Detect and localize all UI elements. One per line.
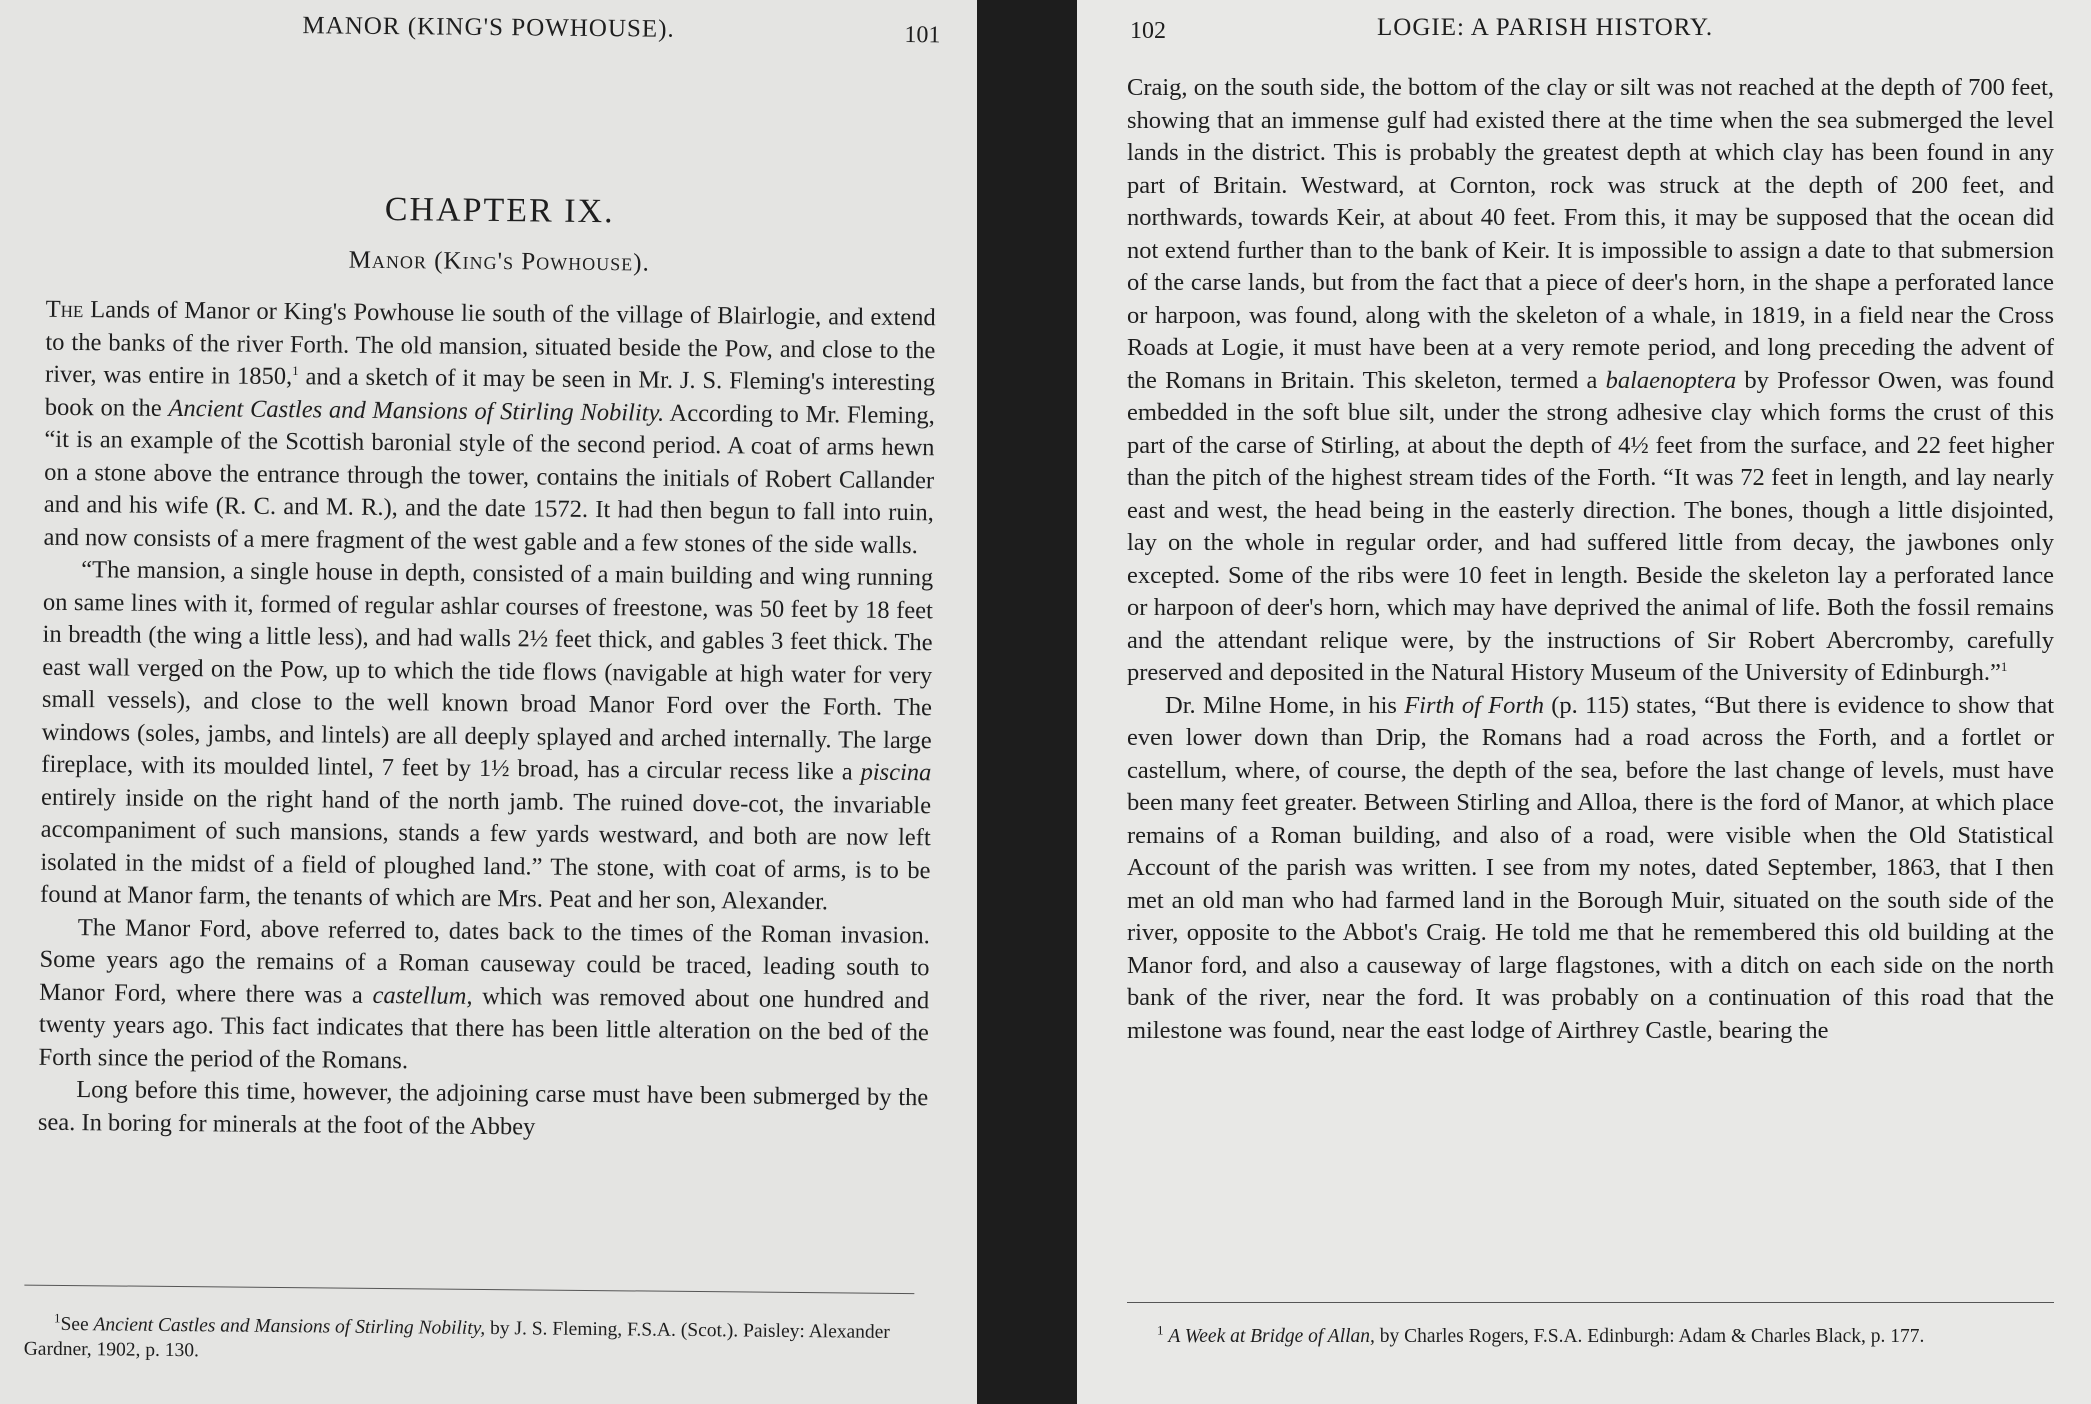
left-page xyxy=(0,0,977,1404)
right-body-text xyxy=(1127,72,2054,1047)
footnote-left: $^1$See Ancient Castles and Mansions of Stirling Nobility, by J. S. Fleming, F.S.A. (Scot.). Paisley: Alexander Gardner, 1902, p. 130. xyxy=(23,1310,890,1362)
footnote-ref: 1 xyxy=(292,362,299,379)
chapter-title: CHAPTER IX. xyxy=(384,190,615,231)
paragraph: The Manor Ford, above referred to, dates back to the times of the Roman invasion. Some years ago the remains of a Roman causeway could be traced, leading south to Manor Ford, where there was a castellum, which was removed about one hundred and twenty years ago. This fact indicates that there has been little alteration on the bed of the Forth since the period of the Romans. xyxy=(38,913,930,1074)
page-number-left: 101 xyxy=(904,21,941,49)
right-page xyxy=(1077,0,2091,1404)
running-head-right: LOGIE: A PARISH HISTORY. xyxy=(1377,14,1714,41)
footnote-right: $^1$ A Week at Bridge of Allan, by Charles Rogers, F.S.A. Edinburgh: Adam & Charles Black, p. 177. xyxy=(1157,1322,1925,1347)
paragraph: Long before this time, however, the adjoining carse must have been submerged by the sea. In boring for minerals at the foot of the Abbey xyxy=(37,1076,929,1140)
chapter-subtitle: Manor (King's Powhouse). xyxy=(348,246,650,277)
paragraph: Dr. Milne Home, in his Firth of Forth (p. 115) states, “But there is evidence to show that even lower down than Drip, the Romans had a road across the Forth, and a fortlet or castellum, where, of course, the depth of the sea, before the last change of levels, must have been many feet greater. Between Stirling and Alloa, there is the ford of Manor, at which place remains of a Roman building, and also of a road, were visible when the Old Statistical Account of the parish was written. I see from my notes, dated September, 1863, that I then met an old man who had farmed land in the Borough Muir, situated on the south side of the river, opposite to the Abbot's Craig. He told me that he remembered this old building at the Manor ford, and also a causeway of large flagstones, with a ditch on each side on the north bank of the river, near the ford. It was probably on a continuation of this road that the milestone was found, near the east lodge of Airthrey Castle, bearing the xyxy=(1127,691,2055,1044)
footnote-ref: 1 xyxy=(2000,658,2008,674)
footnote-rule xyxy=(1127,1302,2054,1303)
footnote-rule xyxy=(24,1285,914,1295)
paragraph: Craig, on the south side, the bottom of the clay or silt was not reached at the depth of 700 feet, showing that an immense gulf had existed there at the time when the sea submerged the level lands in the district. This is probably the greatest depth at which clay has been found in any part of Britain. Westward, at Cornton, rock was struck at the depth of 200 feet, and northwards, towards Keir, at about 40 feet. From this, it may be supposed that the ocean did not extend further than to the bank of Keir. It is impossible to assign a date to that submersion of the carse lands, but from the fact that a piece of deer's horn, in the shape a perforated lance or harpoon, was found, along with the skeleton of a whale, in 1819, in a field near the Cross Roads at Logie, it must have been at a very remote period, and long preceding the advent of the Romans in Britain. This skeleton, termed a balaenoptera by Professor Owen, was found embedded in the soft blue silt, under the strong adhesive clay which forms the crust of this part of the carse of Stirling, at about the depth of 4½ feet from the surface, and 22 feet higher than the pitch of the highest stream tides of the Forth. “It was 72 feet in length, and lay nearly east and west, the head being in the easterly direction. The bones, though a little disjointed, lay on the whole in regular order, and had suffered little from decay, the jawbones only excepted. Some of the ribs were 10 feet in length. Beside the skeleton lay a perforated lance or harpoon of deer's horn, which may have deprived the animal of life. Both the fossil remains and the attendant relique were, by the instructions of Sir Robert Abercromby, carefully preserved and deposited in the Natural History Museum of the University of Edinburgh.”$^1$ xyxy=(1127,74,2054,686)
paragraph: The Lands of Manor or King's Powhouse lie south of the village of Blairlogie, and extend to the banks of the river Forth. The old mansion, situated beside the Pow, and close to the river, was entire in 1850,$^1$ and a sketch of it may be seen in Mr. J. S. Fleming's interesting book on the Ancient Castles and Mansions of Stirling Nobility. According to Mr. Fleming, “it is an example of the Scottish baronial style of the second period. A coat of arms hewn on a stone above the entrance through the tower, contains the initials of Robert Callander and and his wife (R. C. and M. R.), and the date 1572. It had then begun to fall into ruin, and now consists of a mere fragment of the west gable and a few stones of the side walls. xyxy=(43,295,936,559)
paragraph: “The mansion, a single house in depth, consisted of a main building and wing running on same lines with it, formed of regular ashlar courses of freestone, was 50 feet by 18 feet in breadth (the wing a little less), and had walls 2½ feet thick, and gables 3 feet thick. The east wall verged on the Pow, up to which the tide flows (navigable at high water for very small vessels), and close to the well known broad Manor Ford over the Forth. The windows (soles, jambs, and lintels) are all deeply splayed and arched internally. The large fireplace, with its moulded lintel, 7 feet by 1½ broad, has a circular recess like a piscina entirely inside on the right hand of the north jamb. The ruined dove-cot, the invariable accompaniment of such mansions, stands a few yards westward, and both are now left isolated in the midst of a field of ploughed land.” The stone, with coat of arms, is to be found at Manor farm, the tenants of which are Mrs. Peat and her son, Alexander. xyxy=(40,556,934,916)
left-body-text xyxy=(38,294,936,1148)
page-number-right: 102 xyxy=(1130,18,1166,44)
running-head-left: MANOR (KING'S POWHOUSE). xyxy=(302,12,675,43)
